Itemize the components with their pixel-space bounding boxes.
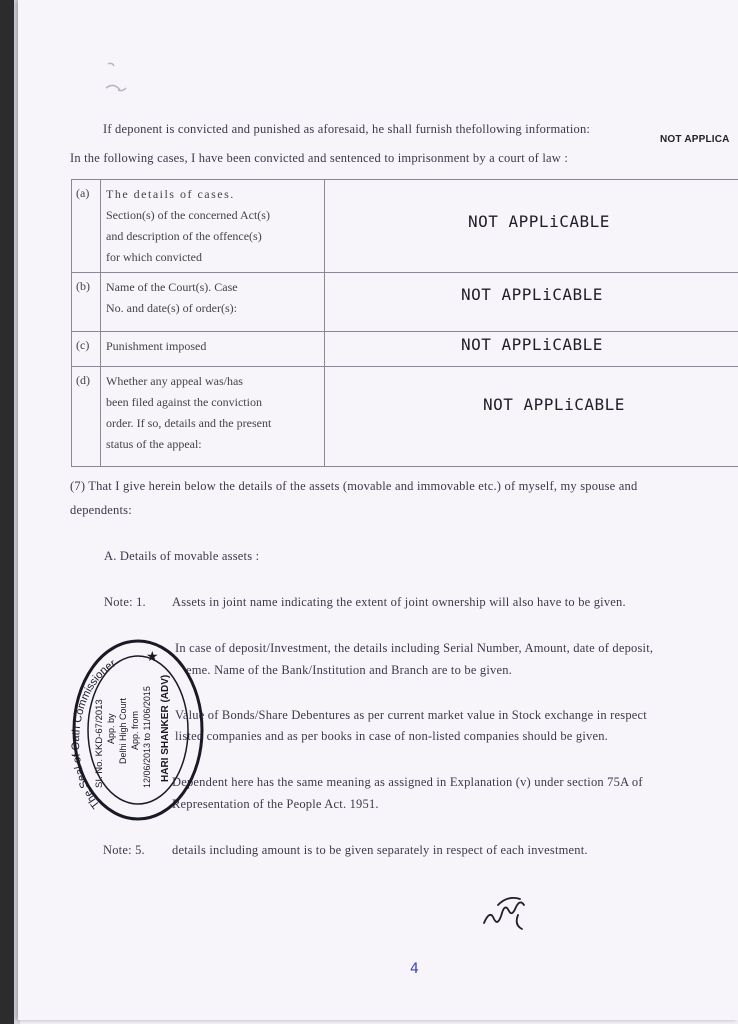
note-1-text: Assets in joint name indicating the extent of joint ownership will also have to be given.	[172, 595, 626, 609]
section-a-heading: A. Details of movable assets :	[104, 549, 260, 563]
note-3-line-1: Value of Bonds/Share Debentures as per current market value in Stock exchange in respect	[175, 708, 647, 722]
scan-left-edge	[0, 0, 14, 1024]
desc-line: No. and date(s) of order(s):	[106, 301, 237, 315]
row-label: (a)	[72, 180, 101, 273]
row-answer-cell	[325, 332, 738, 367]
note-5-text: details including amount is to be given separately in respect of each investment.	[172, 843, 588, 857]
row-description	[101, 367, 325, 467]
oath-commissioner-seal	[70, 637, 206, 823]
seal-line: App. from	[130, 710, 140, 750]
note-4-line-1: Dependent here has the same meaning as assigned in Explanation (v) under section 75A of	[172, 775, 643, 789]
note-2-line-1: In case of deposit/Investment, the details including Serial Number, Amount, date of deposit,	[175, 641, 654, 655]
row-description	[101, 180, 325, 273]
conviction-details-table	[71, 179, 738, 467]
desc-line: for which convicted	[106, 250, 202, 264]
note-5-label: Note: 5.	[103, 843, 145, 857]
row-label: (b)	[72, 273, 101, 332]
note-3-line-2: listed companies and as per books in case of non-listed companies should be given.	[175, 729, 608, 743]
seal-commissioner-name: HARI SHANKER (ADV)	[160, 674, 171, 782]
handwritten-answer: NOT APPLiCABLE	[461, 335, 603, 354]
para-7-line-1: (7) That I give herein below the details of the assets (movable and immovable etc.) of myself, my spouse and	[70, 479, 638, 493]
desc-line: Whether any appeal was/has	[106, 374, 243, 388]
handwritten-initials-signature	[478, 893, 538, 935]
desc-line: Name of the Court(s). Case	[106, 280, 238, 294]
row-answer-cell	[325, 367, 738, 467]
table-row	[72, 180, 738, 273]
intro-line-2: In the following cases, I have been convicted and sentenced to imprisonment by a court of law :	[70, 151, 569, 165]
intro-line-1: If deponent is convicted and punished as aforesaid, he shall furnish thefollowing information:	[103, 122, 591, 136]
table-row	[72, 367, 738, 467]
page-number: 4	[410, 961, 419, 977]
note-1-label: Note: 1.	[104, 595, 146, 609]
header-not-applicable-note: NOT APPLICA	[660, 134, 730, 145]
seal-line: App. by	[106, 713, 116, 744]
para-7-line-2: dependents:	[70, 503, 132, 517]
row-description	[101, 332, 325, 367]
desc-line: The details of cases.	[106, 187, 235, 201]
seal-ring-text: The Seal of Oath Commissioner	[70, 657, 118, 811]
desc-line: and description of the offence(s)	[106, 229, 262, 243]
note-2-line-2: eme. Name of the Bank/Institution and Branch are to be given.	[186, 663, 512, 677]
seal-star-icon: ★	[146, 650, 159, 665]
seal-line: Delhi High Court	[118, 697, 128, 764]
desc-line: Punishment imposed	[106, 339, 207, 353]
seal-line: SI. No. KKD-67/2013	[94, 699, 105, 788]
row-label: (d)	[72, 367, 101, 467]
desc-line: order. If so, details and the present	[106, 416, 272, 430]
row-description	[101, 273, 325, 332]
desc-line: status of the appeal:	[106, 437, 202, 451]
note-4-line-2: Representation of the People Act. 1951.	[172, 797, 379, 811]
row-answer-cell	[325, 273, 738, 332]
table-row	[72, 273, 738, 332]
row-label: (c)	[72, 332, 101, 367]
seal-line: 12/06/2013 to 11/06/2015	[142, 686, 152, 788]
handwritten-answer: NOT APPLiCABLE	[461, 285, 603, 304]
table-row	[72, 332, 738, 367]
paper-mark-icon	[100, 60, 140, 100]
handwritten-answer: NOT APPLiCABLE	[483, 395, 625, 414]
desc-line: Section(s) of the concerned Act(s)	[106, 208, 270, 222]
handwritten-answer: NOT APPLiCABLE	[468, 212, 610, 231]
desc-line: been filed against the conviction	[106, 395, 262, 409]
row-answer-cell	[325, 180, 738, 273]
